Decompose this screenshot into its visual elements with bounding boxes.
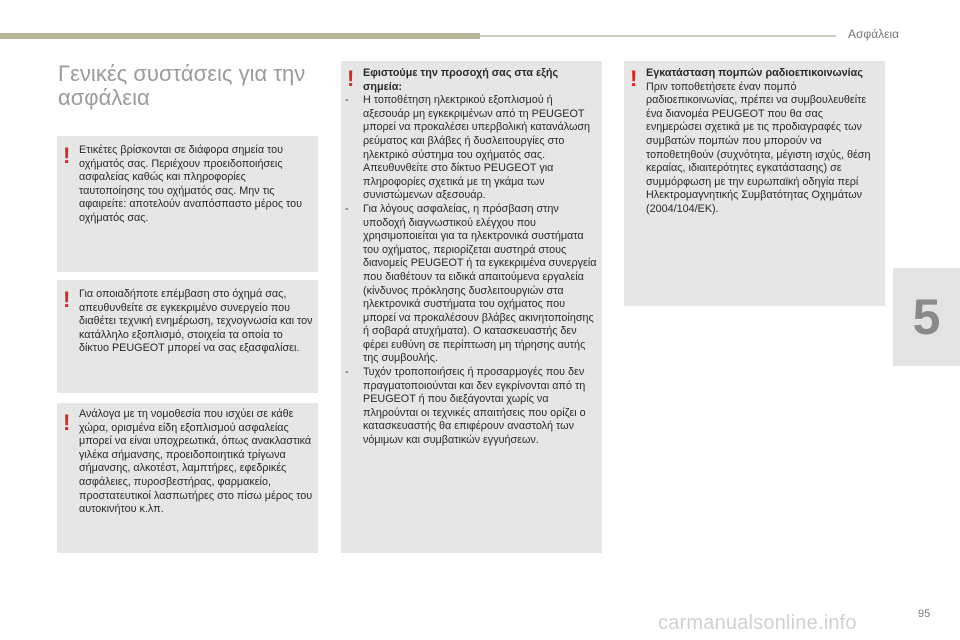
note-heading: Εφιστούμε την προσοχή σας στα εξής σημεία: bbox=[363, 67, 559, 93]
watermark: carmanualsonline.info bbox=[658, 612, 857, 634]
note-heading: Εγκατάσταση πομπών ραδιοεπικοινωνίας bbox=[646, 67, 863, 79]
note-text: Ανάλογα με τη νομοθεσία που ισχύει σε κάθε χώρα, ορισμένα είδη εξοπλισμού ασφαλείας μπορεί να είναι υποχρεωτικά, όπως ανακλαστικά γιλέκα σήμανσης, προειδοποιητικά τρίγωνα σήμανσης, αλκοτέστ, λαμπτήρες, εφεδρικές ασφάλειες, πυροσβεστήρας, φαρμακείο, προστατευτικοί λασπωτήρες στο πίσω μέρος του αυτοκινήτου κ.λπ. bbox=[79, 408, 313, 516]
list-item: - Η τοποθέτηση ηλεκτρικού εξοπλισμού ή αξεσουάρ μη εγκεκριμένων από τη PEUGEOT μπορεί να προκαλέσει υπερβολική κατανάλωση ρεύματος και βλάβες ή δυσλειτουργίες στο ηλεκτρικό σύστημα του οχήματός σας. Απευθυνθείτε στο δίκτυο PEUGEOT για πληροφορίες σχετικά με τη γκάμα των συνιστώμενων αξεσουάρ. bbox=[343, 94, 597, 203]
note-list bbox=[343, 94, 597, 447]
warning-icon: ! bbox=[347, 66, 355, 91]
page-title: Γενικές συστάσεις για την ασφάλεια bbox=[58, 61, 306, 110]
header-accent-bar bbox=[0, 33, 480, 39]
section-title: Ασφάλεια bbox=[848, 27, 900, 41]
chapter-number: 5 bbox=[912, 289, 941, 345]
note-text: Πριν τοποθετήσετε έναν πομπό ραδιοεπικοινωνίας, πρέπει να συμβουλευθείτε ένα διανομέα PEUGEOT που θα σας ενημερώσει σχετικά με τις προδιαγραφές των συμβατών πομπών που μπορούν να τοποθετηθούν (συχνότητα, μέγιστη ισχύς, θέση κεραίας, ιδιαιτερότητες εγκατάστασης) σε συμμόρφωση με την ευρωπαϊκή οδηγία περί Ηλεκτρομαγνητικής Συμβατότητας Οχημάτων (2004/104/ΕΚ). bbox=[646, 80, 871, 215]
list-item: - Για λόγους ασφαλείας, η πρόσβαση στην υποδοχή διαγνωστικού ελέγχου που χρησιμοποιείται για τα ηλεκτρονικά συστήματα του οχήματος, περιορίζεται αυστηρά στους διανομείς PEUGEOT ή τα εγκεκριμένα συνεργεία που διαθέτουν τα ειδικά απαιτούμενα εργαλεία (κίνδυνος πρόκλησης δυσλειτουργιών στα ηλεκτρονικά συστήματα του οχήματος που μπορεί να προκαλέσουν βλάβες ακινητοποίησης ή σοβαρά ατυχήματα). Ο κατασκευαστής δεν φέρει ευθύνη σε περίπτωση μη τήρησης αυτής της συμβουλής. bbox=[343, 203, 597, 366]
warning-icon: ! bbox=[63, 410, 71, 435]
warning-icon: ! bbox=[63, 287, 71, 312]
list-item: - Τυχόν τροποποιήσεις ή προσαρμογές που δεν πραγματοποιούνται και δεν εγκρίνονται από τη PEUGEOT ή που διεξάγονται χωρίς να πληρούνται οι τεχνικές απαιτήσεις που ορίζει ο κατασκευαστής θα επιφέρουν αναστολή των νόμιμων και συμβατικών εγγυήσεων. bbox=[343, 366, 597, 448]
note-box-labels bbox=[57, 136, 318, 272]
note-text: Για οποιαδήποτε επέμβαση στο όχημά σας, απευθυνθείτε σε εγκεκριμένο συνεργείο που διαθέτει τεχνική ενημέρωση, τεχνογνωσία και τον κατάλληλο εξοπλισμό, στοιχεία τα οποία το δίκτυο PEUGEOT μπορεί να σας εξασφαλίσει. bbox=[79, 288, 313, 355]
chapter-tab bbox=[893, 268, 960, 366]
note-box-equipment bbox=[57, 403, 318, 553]
note-box-radio-transmitters bbox=[624, 61, 885, 306]
header-rule bbox=[480, 35, 836, 37]
warning-icon: ! bbox=[630, 66, 638, 91]
warning-icon: ! bbox=[63, 143, 71, 168]
note-text: Ετικέτες βρίσκονται σε διάφορα σημεία του οχήματός σας. Περιέχουν προειδοποιήσεις ασφαλείας καθώς και πληροφορίες ταυτοποίησης του οχήματός σας. Μην τις αφαιρείτε: αποτελούν αναπόσπαστο μέρος του οχήματός σας. bbox=[79, 144, 303, 224]
note-box-attention bbox=[341, 61, 602, 553]
page-number: 95 bbox=[918, 608, 931, 620]
note-box-servicing bbox=[57, 280, 318, 393]
